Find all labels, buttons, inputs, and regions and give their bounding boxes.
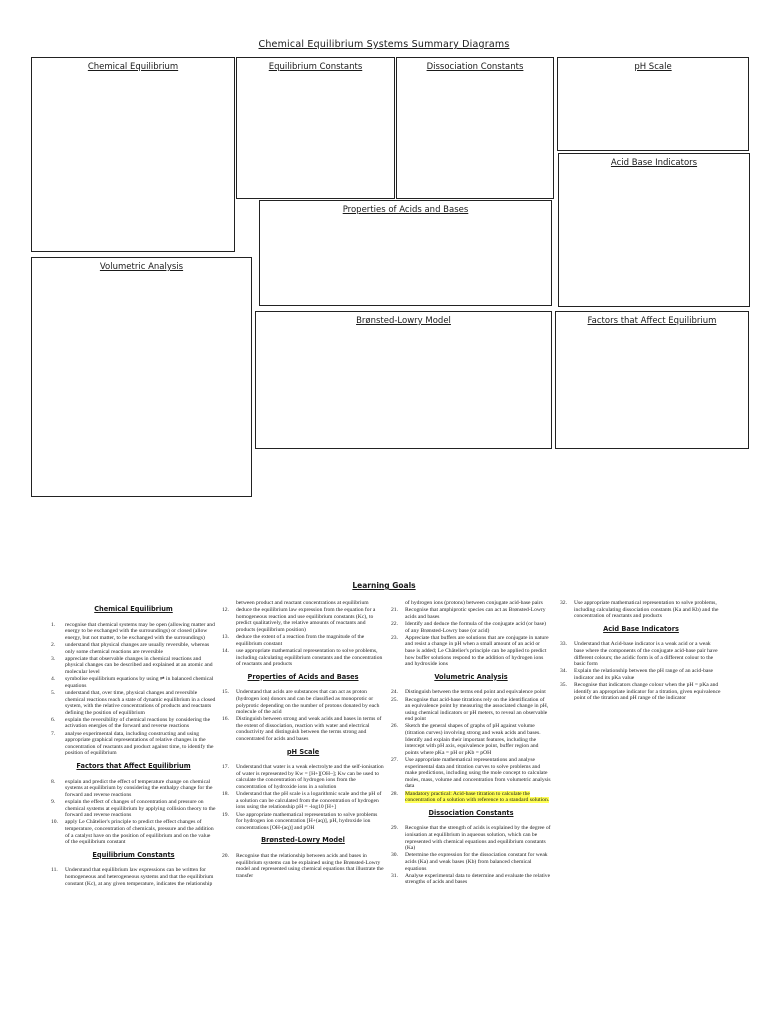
goal-text: deduce the equilibrium law expression from the equation for a homogeneous reaction and use equilibrium constants (Kc), to predict qualitatively, the relative amounts of reactants and products (equilibrium position) [236, 607, 376, 633]
goal-item: 10. apply Le Châtelier's principle to predict the effect changes of temperature, concentration of chemicals, pressure and the addition of a catalyst have on the position of equilibrium and on the value of the equilibrium constant [51, 819, 214, 846]
goal-text: appreciate that observable changes in chemical reactions and physical changes can be described and explained at an atomic and molecular level [65, 655, 213, 675]
goal-item: 27. Use appropriate mathematical representations and analyse experimental data and titration curves to solve problems and make predictions, including using the mole concept to calculate moles, mass, volume and concentration from volumetric analysis data [391, 757, 551, 790]
goal-item: 21. Recognise that amphiprotic species can act as Brønsted-Lowry acids and bases [391, 607, 546, 620]
goal-text: Recognise that the relationship between acids and bases in equilibrium systems can be explained using the Brønsted-Lowry model and represented using chemical equations that illustrate the transfer [236, 852, 384, 879]
goal-item: 5. understand that, over time, physical changes and reversible chemical reactions reach a state of dynamic equilibrium in a closed system, with the relative concentrations of products and reactants defining the position of equilibrium [51, 689, 216, 716]
goal-text: explain the effect of changes of concentration and pressure on chemical systems at equilibrium by applying collision theory to the forward and reverse reactions [65, 799, 216, 819]
goal-item: 4. symbolise equilibrium equations by using ⇌ in balanced chemical equations [51, 676, 214, 689]
goal-text: Use appropriate mathematical representation to solve problems, including calculating dissociation constants (Ka and Kb) and the concentration of reactants and products [574, 600, 719, 620]
ph-scale-box [557, 57, 749, 151]
acid-base-indicators-box [558, 153, 750, 307]
goal-item: 32. Use appropriate mathematical representation to solve problems, including calculating dissociation constants (Ka and Kb) and the concentration of reactants and products [560, 600, 719, 620]
goal-text: explain the reversibility of chemical reactions by considering the activation energies of the forward and reverse reactions [65, 716, 211, 730]
goal-item: 16. Distinguish between strong and weak acids and bases in terms of the extent of dissociation, reaction with water and electrical conductivity and distinguish between the terms strong and concentrated for acids and bases [222, 716, 382, 743]
goal-text: Recognise that indicators change colour when the pH = pKa and identify an appropriate indicator for a titration, given equivalence point of the titration and pH range of the indicator [574, 682, 721, 702]
goal-text: Understand that acids are substances that can act as proton (hydrogen ion) donors and can be classified as monoprotic or polyprotic depending on the number of protons donated by each molecule of the acid [236, 689, 380, 716]
goal-text: apply Le Châtelier's principle to predict the effect changes of temperature, concentration of chemicals, pressure and the addition of a catalyst have on the position of equilibrium and on the value of the equilibrium constant [65, 819, 214, 846]
goal-text: Recognise that the strength of acids is explained by the degree of ionisation at equilibrium in aqueous solution, which can be represented with chemical equations and equilibrium constants (Ka) [405, 825, 551, 852]
goal-item: 34. Explain the relationship between the pH range of an acid-base indicator and its pKa value [560, 668, 714, 681]
box-title: Factors that Affect Equilibrium [587, 316, 717, 326]
goal-text: Understand that equilibrium law expressions can be written for homogeneous and heterogeneous systems and that the equilibrium constant (Kc), at any given temperature, indicates the relationship [65, 867, 214, 887]
goal-text: Distinguish between strong and weak acids and bases in terms of the extent of dissociation, reaction with water and electrical conductivity and distinguish between the terms strong and concentrated for acids and bases [236, 716, 382, 743]
goal-item: 26. Sketch the general shapes of graphs of pH against volume (titration curves) involving strong and weak acids and bases. Identify and explain their important features, including the intercept with pH axis, equivalence point, buffer region and points where pKa = pH or pKb = pOH [391, 723, 541, 756]
goal-item: 6. explain the reversibility of chemical reactions by considering the activation energies of the forward and reverse reactions [51, 716, 211, 730]
goal-text: understand that physical changes are usually reversible, whereas only some chemical reactions are reversible [65, 641, 210, 655]
goal-item: 13. deduce the extent of a reaction from the magnitude of the equilibrium constant [222, 634, 365, 647]
goals-column-4 [560, 600, 722, 703]
goal-item: 23. Appreciate that buffers are solutions that are conjugate in nature and resist a change in pH when a small amount of an acid or base is added; Le Châtelier's principle can be applied to predict how buffer solutions respond to the addition of hydrogen ions and hydroxide ions [391, 634, 549, 668]
goal-text: between product and reactant concentrations at equilibrium [236, 600, 369, 606]
learning-goals-title: Learning Goals [352, 581, 416, 590]
goal-item: 12. deduce the equilibrium law expression from the equation for a homogeneous reaction and use equilibrium constants (Kc), to predict qualitatively, the relative amounts of reactants and products (equilibrium position) [222, 607, 376, 633]
goal-item: 2. understand that physical changes are usually reversible, whereas only some chemical reactions are reversible [51, 641, 210, 655]
goal-text: symbolise equilibrium equations by using ⇌ in balanced chemical equations [65, 676, 214, 689]
box-title: Chemical Equilibrium [87, 62, 179, 72]
goal-text: Sketch the general shapes of graphs of pH against volume (titration curves) involving strong and weak acids and bases. Identify and explain their important features, including the intercept with pH axis, equivalence point, buffer region and points where pKa = pH or pKb = pOH [405, 723, 541, 756]
goal-item: 22. Identify and deduce the formula of the conjugate acid (or base) of any Brønsted-Lowry base (or acid) [391, 620, 547, 634]
goal-text: analyse experimental data, including constructing and using appropriate graphical representations of relative changes in the concentration of reactants and product against time, to identify the position of equilibrium [65, 730, 214, 757]
section-heading: Factors that Affect Equilibrium [76, 762, 191, 771]
goal-text: recognise that chemical systems may be open (allowing matter and energy to be exchanged with the surroundings) or closed (allow energy, but not matter, to be exchanged with the surroundings) [65, 621, 215, 641]
section-heading: Chemical Equilibrium [94, 605, 173, 613]
goal-text: deduce the extent of a reaction from the magnitude of the equilibrium constant [236, 634, 365, 647]
goal-text: Appreciate that buffers are solutions that are conjugate in nature and resist a change in pH when a small amount of an acid or base is added; Le Châtelier's principle can be applied to predict how buffer solutions respond to the addition of hydrogen ions and hydroxide ions [405, 634, 549, 668]
goal-item: 3. appreciate that observable changes in chemical reactions and physical changes can be described and explained at an atomic and molecular level [51, 655, 213, 675]
goal-item: 17. Understand that water is a weak electrolyte and the self-ionisation of water is represented by Kw = [H+][OH–]; Kw can be used to calculate the concentration of hydrogen ions from the concentration of hydroxide ions in a solution [222, 764, 384, 791]
volumetric-analysis-box [31, 257, 252, 497]
goal-item: 33. Understand that Acid-base indicator is a weak acid or a weak base where the components of the conjugate acid-base pair have different colours; the acidic form is of a different colour to the basic form [560, 641, 718, 668]
section-heading: Acid Base Indicators [603, 624, 679, 633]
goal-text-highlighted: Mandatory practical: Acid-base titration to calculate the concentration of a solution with reference to a standard solution. [405, 790, 550, 804]
goal-text: understand that, over time, physical changes and reversible chemical reactions reach a state of dynamic equilibrium in a closed system, with the relative concentrations of products and reactants defining the position of equilibrium [65, 689, 216, 716]
goal-item: 35. Recognise that indicators change colour when the pH = pKa and identify an appropriate indicator for a titration, given equivalence point of the titration and pH range of the indicator [560, 682, 721, 702]
section-heading: Dissociation Constants [428, 808, 514, 817]
dissociation-constants-box [396, 57, 554, 199]
goal-text: explain and predict the effect of temperature change on chemical systems at equilibrium by considering the enthalpy change for the forward and reverse reactions [65, 778, 213, 798]
goal-item-mandatory-practical: 28. Mandatory practical: Acid-base titration to calculate the concentration of a solution with reference to a standard solution. [391, 790, 550, 804]
goal-item-continued [222, 600, 384, 607]
goal-item: 31. Analyse experimental data to determine and evaluate the relative strengths of acids and bases [391, 872, 551, 886]
section-heading: Brønsted-Lowry Model [261, 836, 345, 845]
box-title: pH Scale [634, 62, 672, 72]
goal-item: 30. Determine the expression for the dissociation constant for weak acids (Ka) and weak bases (Kb) from balanced chemical equations [391, 852, 548, 872]
goal-text: use appropriate mathematical representation to solve problems, including calculating equilibrium constants and the concentration of reactants and products [236, 647, 383, 668]
goal-item: 29. Recognise that the strength of acids is explained by the degree of ionisation at equilibrium in aqueous solution, which can be represented with chemical equations and equilibrium constants (Ka) [391, 825, 551, 852]
goal-text: Distinguish between the terms end point and equivalence point [405, 689, 546, 696]
box-title: Volumetric Analysis [99, 262, 184, 272]
goal-item: 19. Use appropriate mathematical representation to solve problems for hydrogen ion concentration [H+(aq)], pH, hydroxide ion concentrations [OH-(aq)] and pOH [222, 811, 378, 831]
goals-column-3 [391, 600, 551, 887]
section-heading: Volumetric Analysis [434, 672, 508, 681]
goal-text: Understand that Acid-base indicator is a weak acid or a weak base where the components of the conjugate acid-base pair have different colours; the acidic form is of a different colour to the basic form [574, 641, 718, 668]
goal-text: Recognise that acid-base titrations rely on the identification of an equivalence point by measuring the associated change in pH, using chemical indicators or pH meters, to reveal an observable end point [405, 696, 549, 723]
goal-item: 8. explain and predict the effect of temperature change on chemical systems at equilibrium by considering the enthalpy change for the forward and reverse reactions [51, 778, 213, 798]
goal-item: 15. Understand that acids are substances that can act as proton (hydrogen ion) donors and can be classified as monoprotic or polyprotic depending on the number of protons donated by each molecule of the acid [222, 689, 380, 716]
properties-acids-bases-box [259, 200, 552, 306]
chemical-equilibrium-box [31, 57, 235, 252]
goal-text: Determine the expression for the dissociation constant for weak acids (Ka) and weak bases (Kb) from balanced chemical equations [405, 852, 548, 872]
goal-text: of hydrogen ions (protons) between conjugate acid-base pairs [405, 600, 543, 606]
goal-text: Use appropriate mathematical representation to solve problems for hydrogen ion concentration [H+(aq)], pH, hydroxide ion concentrations [OH-(aq)] and pOH [236, 811, 378, 831]
goal-item: 25. Recognise that acid-base titrations rely on the identification of an equivalence point by measuring the associated change in pH, using chemical indicators or pH meters, to reveal an observable end point [391, 696, 549, 723]
goals-column-2 [222, 600, 384, 880]
goal-text: Identify and deduce the formula of the conjugate acid (or base) of any Brønsted-Lowry base (or acid) [405, 620, 547, 634]
section-heading: Properties of Acids and Bases [247, 672, 359, 681]
goal-text: Analyse experimental data to determine and evaluate the relative strengths of acids and bases [405, 872, 551, 886]
goal-item: 7. analyse experimental data, including constructing and using appropriate graphical representations of relative changes in the concentration of reactants and product against time, to identify the position of equilibrium [51, 730, 214, 757]
section-heading: pH Scale [286, 747, 320, 756]
goal-item-continued [391, 600, 551, 607]
goal-item: 20. Recognise that the relationship between acids and bases in equilibrium systems can be explained using the Brønsted-Lowry model and represented using chemical equations that illustrate the transfer [222, 852, 384, 879]
box-title: Equilibrium Constants [268, 62, 363, 72]
page-title: Chemical Equilibrium Systems Summary Diagrams [258, 39, 510, 50]
goal-item: 11. Understand that equilibrium law expressions can be written for homogeneous and heterogeneous systems and that the equilibrium constant (Kc), at any given temperature, indicates the relationship [51, 867, 214, 887]
equilibrium-constants-box [236, 57, 395, 199]
goal-text: Understand that the pH scale is a logarithmic scale and the pH of a solution can be calculated from the concentration of hydrogen ions using the relationship pH = -log10 [H+] [236, 791, 382, 811]
goal-item: 9. explain the effect of changes of concentration and pressure on chemical systems at equilibrium by applying collision theory to the forward and reverse reactions [51, 799, 216, 819]
goal-text: Explain the relationship between the pH range of an acid-base indicator and its pKa value [574, 668, 714, 681]
bronsted-lowry-box [255, 311, 552, 449]
factors-affect-equilibrium-box [555, 311, 749, 449]
goal-item: 14. use appropriate mathematical representation to solve problems, including calculating equilibrium constants and the concentration of reactants and products [222, 647, 383, 668]
goal-text: Recognise that amphiprotic species can act as Brønsted-Lowry acids and bases [405, 607, 546, 620]
box-title: Brønsted-Lowry Model [356, 316, 451, 326]
goal-item: 1. recognise that chemical systems may be open (allowing matter and energy to be exchanged with the surroundings) or closed (allow energy, but not matter, to be exchanged with the surroundings) [51, 621, 215, 641]
box-title: Acid Base Indicators [610, 158, 698, 168]
box-title: Properties of Acids and Bases [342, 205, 469, 215]
section-heading: Equilibrium Constants [92, 850, 175, 859]
goal-item: 18. Understand that the pH scale is a logarithmic scale and the pH of a solution can be calculated from the concentration of hydrogen ions using the relationship pH = -log10 [H+] [222, 791, 382, 811]
goal-item: 24. Distinguish between the terms end point and equivalence point [391, 689, 546, 696]
goals-column-1 [51, 600, 216, 888]
goal-text: Understand that water is a weak electrolyte and the self-ionisation of water is represented by Kw = [H+][OH–]; Kw can be used to calculate the concentration of hydrogen ions from the concentration of hydroxide ions in a solution [236, 764, 384, 791]
goal-text: Use appropriate mathematical representations and analyse experimental data and titration curves to solve problems and make predictions, including using the mole concept to calculate moles, mass, volume and concentration from volumetric analysis data [405, 757, 551, 790]
box-title: Dissociation Constants [426, 62, 524, 72]
